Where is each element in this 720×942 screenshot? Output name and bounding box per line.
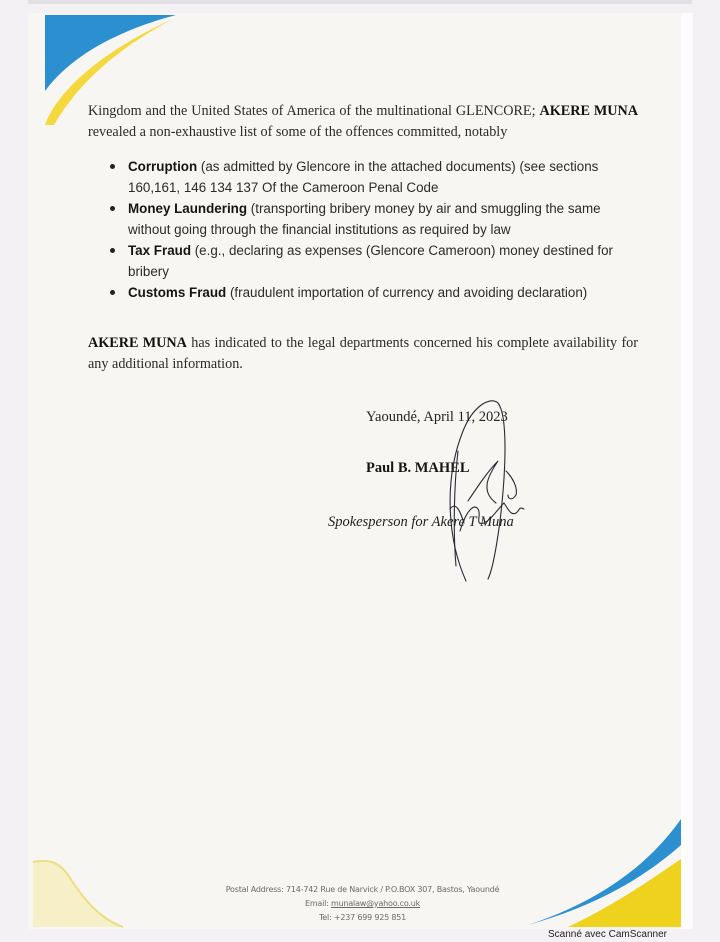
date-line: Yaoundé, April 11, 2023 (366, 409, 508, 425)
signer-title: Spokesperson for Akere T Muna (328, 514, 514, 530)
closing-name-bold: AKERE MUNA (88, 335, 187, 351)
top-left-blue-swoosh (45, 15, 176, 91)
offence-title: Customs Fraud (128, 285, 227, 300)
footer-postal-address: Postal Address: 714-742 Rue de Narvick / P.O.BOX 307, Bastos, Yaoundé (225, 885, 500, 894)
handwritten-signature (408, 391, 538, 591)
closing-paragraph (88, 333, 638, 375)
offence-title: Money Laundering (128, 201, 248, 216)
bullet-icon (110, 206, 115, 211)
intro-name-bold: AKERE MUNA (539, 103, 638, 119)
footer-telephone: Tel: +237 699 925 851 (318, 913, 407, 922)
signer-name: Paul B. MAHEL (366, 460, 470, 476)
scanner-caption: Scanné avec CamScanner (548, 929, 667, 940)
offence-title: Tax Fraud (128, 243, 191, 258)
offence-item (108, 240, 640, 282)
offence-detail: (transporting bribery money by air and smuggling the same without going through the financial institutions as required by law (128, 201, 601, 237)
intro-text: Kingdom and the United States of America of the multinational GLENCORE; (88, 103, 540, 119)
page-edge (681, 13, 693, 929)
bullet-icon (110, 164, 115, 169)
intro-paragraph (88, 101, 638, 143)
footer-email-link[interactable]: munalaw@yahoo.co.uk (331, 899, 421, 908)
offence-detail: (fraudulent importation of currency and avoiding declaration) (226, 285, 588, 300)
offence-detail: (e.g., declaring as expenses (Glencore Cameroon) money destined for bribery (128, 243, 614, 279)
scanned-letter-page (28, 13, 693, 929)
bullet-icon (110, 290, 115, 295)
top-divider (28, 0, 692, 4)
closing-text: has indicated to the legal departments concerned his complete availability for any additional information. (88, 335, 638, 372)
offence-item (108, 198, 640, 240)
intro-text-continued: revealed a non-exhaustive list of some of the offences committed, notably (88, 124, 508, 140)
offence-detail: (as admitted by Glencore in the attached documents) (see sections 160,161, 146 134 137 Of the Cameroon Penal Code (128, 159, 599, 195)
offences-list (108, 156, 640, 303)
footer-email-label: Email: (304, 899, 332, 908)
footer-email-line (30, 899, 693, 908)
bullet-icon (110, 248, 115, 253)
letterhead-decoration (28, 13, 693, 929)
offence-item (108, 282, 640, 303)
offence-item (108, 156, 640, 198)
offence-title: Corruption (128, 159, 198, 174)
